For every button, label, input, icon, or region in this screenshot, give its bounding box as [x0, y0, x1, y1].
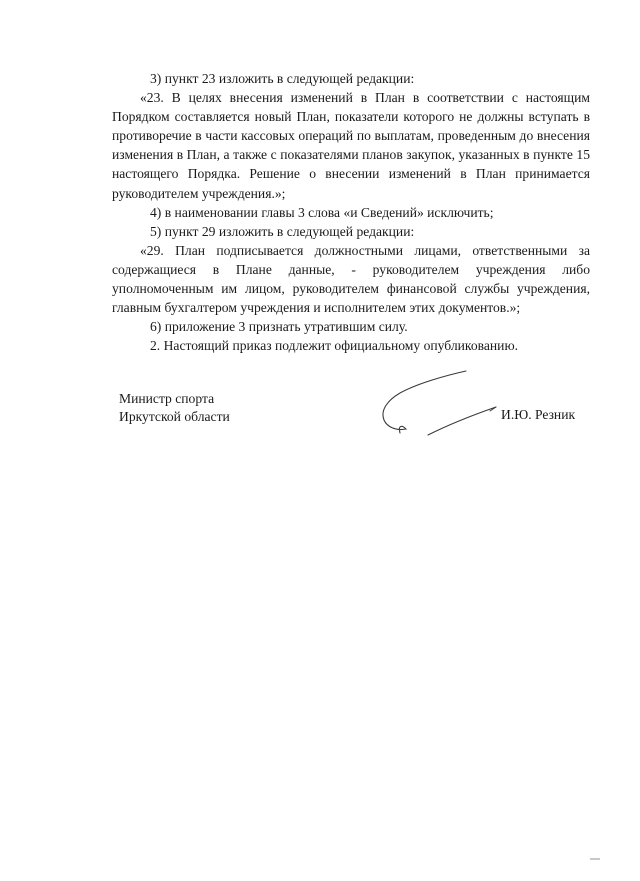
signer-name: И.Ю. Резник [501, 407, 576, 422]
signatory-position [119, 390, 279, 426]
paragraph-item-3: 3) пункт 23 изложить в следующей редакции: [150, 71, 415, 86]
handwritten-signature [378, 365, 498, 440]
page-corner-mark [590, 858, 600, 860]
paragraph-quote-29: «29. План подписывается должностными лицами, ответственными за содержащиеся в Плане данные, - руководителем учреждения либо уполномоченным им лицом, руководителем финансовой службы учреждения, главным бухгалтером учреждения и исполнителем этих документов.»; [112, 242, 590, 316]
paragraph-item-5: 5) пункт 29 изложить в следующей редакции: [150, 223, 415, 239]
paragraph-quote-23: «23. В целях внесения изменений в План в соответствии с настоящим Порядком составляется новый План, показатели которого не должны вступать в противоречие в части кассовых операций по выплатам, проведенным до внесения изменения в План, а также с показателями планов закупок, указанных в пункте 15 настоящего Порядка. Решение о внесении изменений в План принимается руководителем учреждения.»; [112, 90, 590, 201]
paragraph-item-4: 4) в наименовании главы 3 слова «и Сведений» исключить; [150, 204, 494, 220]
paragraph-item-6: 6) приложение 3 признать утратившим силу. [150, 319, 408, 335]
paragraph-publication: 2. Настоящий приказ подлежит официальному опубликованию. [150, 338, 518, 354]
signatory-region: Иркутской области [119, 409, 230, 424]
document-body [112, 69, 590, 355]
signatory-title: Министр спорта [119, 391, 215, 406]
